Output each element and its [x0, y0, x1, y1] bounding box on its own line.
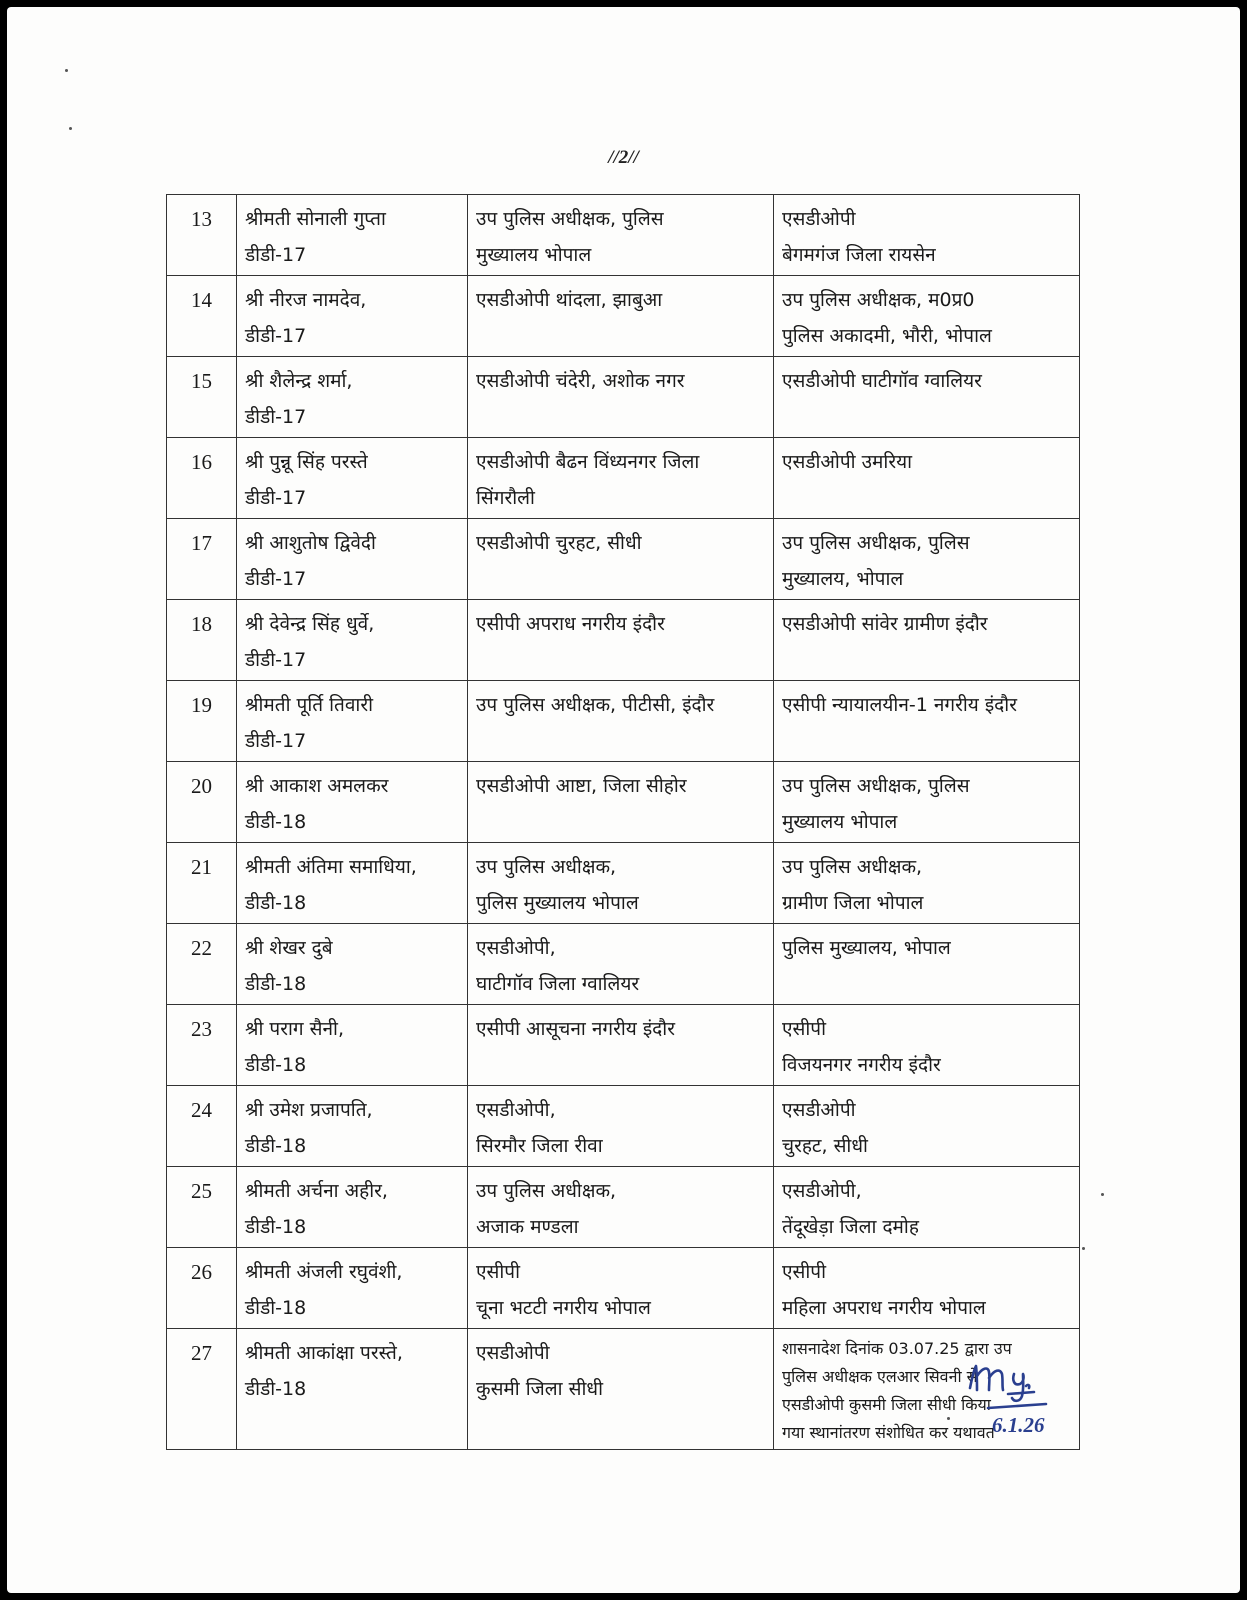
scan-speck [65, 69, 68, 72]
current-posting-cell [468, 519, 774, 600]
serial-number: 13 [167, 195, 237, 276]
new-posting-line: एसडीओपी सांवेर ग्रामीण इंदौर [782, 613, 988, 635]
new-posting-cell [774, 357, 1080, 438]
new-posting-line: मुख्यालय भोपाल [782, 811, 898, 833]
current-posting-line: एसीपी आसूचना नगरीय इंदौर [476, 1018, 675, 1040]
new-posting-line: उप पुलिस अधीक्षक, म0प्र0 [782, 289, 975, 311]
officer-batch: डीडी-17 [245, 487, 307, 509]
new-posting-cell [774, 1248, 1080, 1329]
handwritten-signature [962, 1352, 1072, 1442]
new-posting-cell [774, 843, 1080, 924]
officer-batch: डीडी-18 [245, 973, 307, 995]
serial-number: 15 [167, 357, 237, 438]
current-posting-line: एसडीओपी, [476, 1099, 556, 1121]
current-posting-line: सिंगरौली [476, 487, 535, 509]
new-posting-line: पुलिस मुख्यालय, भोपाल [782, 937, 951, 959]
current-posting-cell [468, 1086, 774, 1167]
table-row [167, 519, 1080, 600]
serial-number: 23 [167, 1005, 237, 1086]
current-posting-line: अजाक मण्डला [476, 1216, 579, 1238]
current-posting-line: एसडीओपी [476, 1342, 550, 1364]
current-posting-cell [468, 1167, 774, 1248]
officer-name: श्रीमती पूर्ति तिवारी [245, 694, 374, 716]
officer-batch: डीडी-18 [245, 1135, 307, 1157]
new-posting-line: महिला अपराध नगरीय भोपाल [782, 1297, 986, 1319]
officer-name: श्री देवेन्द्र सिंह धुर्वे, [245, 613, 375, 635]
remark-line: गया स्थानांतरण संशोधित कर यथावत [782, 1423, 995, 1442]
new-posting-cell [774, 276, 1080, 357]
new-posting-cell [774, 924, 1080, 1005]
officer-batch: डीडी-18 [245, 1054, 307, 1076]
new-posting-line: एसडीओपी [782, 1099, 856, 1121]
officer-cell [237, 276, 468, 357]
current-posting-line: उप पुलिस अधीक्षक, [476, 1180, 617, 1202]
current-posting-line: घाटीगॉव जिला ग्वालियर [476, 973, 640, 995]
current-posting-cell [468, 357, 774, 438]
officer-batch: डीडी-18 [245, 1378, 307, 1400]
remark-line: पुलिस अधीक्षक एलआर सिवनी से [782, 1367, 978, 1386]
officer-batch: डीडी-18 [245, 1297, 307, 1319]
officer-batch: डीडी-18 [245, 1216, 307, 1238]
table-row [167, 357, 1080, 438]
officer-batch: डीडी-17 [245, 568, 307, 590]
table-row [167, 1248, 1080, 1329]
officer-name: श्रीमती आकांक्षा परस्ते, [245, 1342, 403, 1364]
current-posting-cell [468, 681, 774, 762]
officer-cell [237, 357, 468, 438]
new-posting-line: चुरहट, सीधी [782, 1135, 868, 1157]
officer-cell [237, 843, 468, 924]
current-posting-line: चूना भटटी नगरीय भोपाल [476, 1297, 651, 1319]
scan-speck [1082, 1247, 1085, 1250]
table-row [167, 1086, 1080, 1167]
current-posting-line: एसडीओपी चुरहट, सीधी [476, 532, 642, 554]
officer-batch: डीडी-18 [245, 892, 307, 914]
new-posting-cell [774, 519, 1080, 600]
svg-text:6.1.26: 6.1.26 [992, 1413, 1045, 1437]
officer-name: श्री शैलेन्द्र शर्मा, [245, 370, 353, 392]
new-posting-line: एसीपी [782, 1018, 826, 1040]
officer-batch: डीडी-17 [245, 325, 307, 347]
current-posting-line: उप पुलिस अधीक्षक, [476, 856, 617, 878]
new-posting-line [782, 723, 1071, 759]
serial-number: 21 [167, 843, 237, 924]
current-posting-cell [468, 1248, 774, 1329]
officer-name: श्री आकाश अमलकर [245, 775, 389, 797]
officer-cell [237, 438, 468, 519]
officer-cell [237, 1086, 468, 1167]
current-posting-line: कुसमी जिला सीधी [476, 1378, 603, 1400]
officer-cell [237, 1167, 468, 1248]
table-row [167, 681, 1080, 762]
officer-name: श्रीमती अर्चना अहीर, [245, 1180, 388, 1202]
current-posting-line [476, 318, 765, 354]
new-posting-cell [774, 681, 1080, 762]
current-posting-line: एसडीओपी बैढन विंध्यनगर जिला [476, 451, 700, 473]
new-posting-line [782, 642, 1071, 678]
serial-number: 26 [167, 1248, 237, 1329]
officer-name: श्री उमेश प्रजापति, [245, 1099, 373, 1121]
officer-name: श्रीमती अंतिमा समाधिया, [245, 856, 417, 878]
current-posting-line: एसडीओपी चंदेरी, अशोक नगर [476, 370, 685, 392]
table-row [167, 1329, 1080, 1450]
new-posting-line: मुख्यालय, भोपाल [782, 568, 904, 590]
new-posting-line: पुलिस अकादमी, भौरी, भोपाल [782, 325, 992, 347]
new-posting-cell [774, 195, 1080, 276]
table-row [167, 843, 1080, 924]
new-posting-line: एसीपी न्यायालयीन-1 नगरीय इंदौर [782, 694, 1017, 716]
current-posting-line: उप पुलिस अधीक्षक, पीटीसी, इंदौर [476, 694, 715, 716]
new-posting-line: विजयनगर नगरीय इंदौर [782, 1054, 941, 1076]
current-posting-line [476, 804, 765, 840]
new-posting-line: एसडीओपी घाटीगॉव ग्वालियर [782, 370, 982, 392]
new-posting-line: बेगमगंज जिला रायसेन [782, 244, 936, 266]
officer-name: श्रीमती सोनाली गुप्ता [245, 208, 386, 230]
current-posting-line: मुख्यालय भोपाल [476, 244, 592, 266]
officer-cell [237, 681, 468, 762]
officer-name: श्री पराग सैनी, [245, 1018, 344, 1040]
new-posting-cell [774, 762, 1080, 843]
table-row [167, 1167, 1080, 1248]
serial-number: 19 [167, 681, 237, 762]
new-posting-cell [774, 1086, 1080, 1167]
current-posting-cell [468, 762, 774, 843]
current-posting-cell [468, 1005, 774, 1086]
current-posting-cell [468, 1329, 774, 1450]
serial-number: 27 [167, 1329, 237, 1450]
new-posting-cell [774, 1167, 1080, 1248]
current-posting-cell [468, 276, 774, 357]
transfer-table [166, 194, 1080, 1450]
current-posting-line: एसडीओपी थांदला, झाबुआ [476, 289, 663, 311]
officer-name: श्रीमती अंजली रघुवंशी, [245, 1261, 403, 1283]
scan-speck [1101, 1193, 1104, 1196]
current-posting-cell [468, 438, 774, 519]
officer-cell [237, 195, 468, 276]
officer-name: श्री पुन्नू सिंह परस्ते [245, 451, 368, 473]
page-number: //2// [608, 147, 639, 168]
officer-batch: डीडी-17 [245, 649, 307, 671]
new-posting-line: एसडीओपी [782, 208, 856, 230]
current-posting-line: उप पुलिस अधीक्षक, पुलिस [476, 208, 664, 230]
table-row [167, 924, 1080, 1005]
serial-number: 14 [167, 276, 237, 357]
scan-speck [69, 127, 72, 130]
current-posting-line [476, 642, 765, 678]
officer-cell [237, 1005, 468, 1086]
new-posting-line [782, 966, 1071, 1002]
transfer-table-body [167, 195, 1080, 1450]
officer-cell [237, 600, 468, 681]
serial-number: 22 [167, 924, 237, 1005]
table-row [167, 600, 1080, 681]
current-posting-line: एसडीओपी आष्टा, जिला सीहोर [476, 775, 687, 797]
officer-cell [237, 1329, 468, 1450]
remark-line: शासनादेश दिनांक 03.07.25 द्वारा उप [782, 1339, 1012, 1358]
officer-cell [237, 762, 468, 843]
officer-batch: डीडी-18 [245, 811, 307, 833]
new-posting-line: ग्रामीण जिला भोपाल [782, 892, 924, 914]
current-posting-line [476, 723, 765, 759]
officer-batch: डीडी-17 [245, 244, 307, 266]
serial-number: 20 [167, 762, 237, 843]
new-posting-cell [774, 1005, 1080, 1086]
new-posting-line [782, 399, 1071, 435]
remark-line: एसडीओपी कुसमी जिला सीधी किया [782, 1395, 991, 1414]
current-posting-line: एसडीओपी, [476, 937, 556, 959]
new-posting-cell [774, 600, 1080, 681]
new-posting-line: उप पुलिस अधीक्षक, पुलिस [782, 775, 970, 797]
new-posting-line: एसडीओपी, [782, 1180, 862, 1202]
table-row [167, 276, 1080, 357]
officer-name: श्री नीरज नामदेव, [245, 289, 367, 311]
current-posting-cell [468, 195, 774, 276]
new-posting-line: एसीपी [782, 1261, 826, 1283]
officer-batch: डीडी-17 [245, 406, 307, 428]
officer-cell [237, 519, 468, 600]
new-posting-line [782, 480, 1071, 516]
officer-batch: डीडी-17 [245, 730, 307, 752]
current-posting-cell [468, 843, 774, 924]
current-posting-line [476, 1047, 765, 1083]
current-posting-cell [468, 600, 774, 681]
current-posting-line [476, 561, 765, 597]
current-posting-line: पुलिस मुख्यालय भोपाल [476, 892, 639, 914]
document-page [7, 7, 1240, 1593]
officer-cell [237, 924, 468, 1005]
current-posting-line: एसीपी अपराध नगरीय इंदौर [476, 613, 665, 635]
serial-number: 18 [167, 600, 237, 681]
officer-cell [237, 1248, 468, 1329]
table-row [167, 438, 1080, 519]
table-row [167, 195, 1080, 276]
current-posting-line [476, 399, 765, 435]
table-row [167, 762, 1080, 843]
new-posting-line: तेंदूखेड़ा जिला दमोह [782, 1216, 919, 1238]
new-posting-cell [774, 438, 1080, 519]
serial-number: 25 [167, 1167, 237, 1248]
serial-number: 16 [167, 438, 237, 519]
new-posting-line: उप पुलिस अधीक्षक, [782, 856, 923, 878]
new-posting-line: उप पुलिस अधीक्षक, पुलिस [782, 532, 970, 554]
current-posting-line: सिरमौर जिला रीवा [476, 1135, 603, 1157]
table-row [167, 1005, 1080, 1086]
current-posting-line: एसीपी [476, 1261, 520, 1283]
current-posting-cell [468, 924, 774, 1005]
officer-name: श्री शेखर दुबे [245, 937, 333, 959]
new-posting-line: एसडीओपी उमरिया [782, 451, 913, 473]
officer-name: श्री आशुतोष द्विवेदी [245, 532, 376, 554]
serial-number: 17 [167, 519, 237, 600]
serial-number: 24 [167, 1086, 237, 1167]
